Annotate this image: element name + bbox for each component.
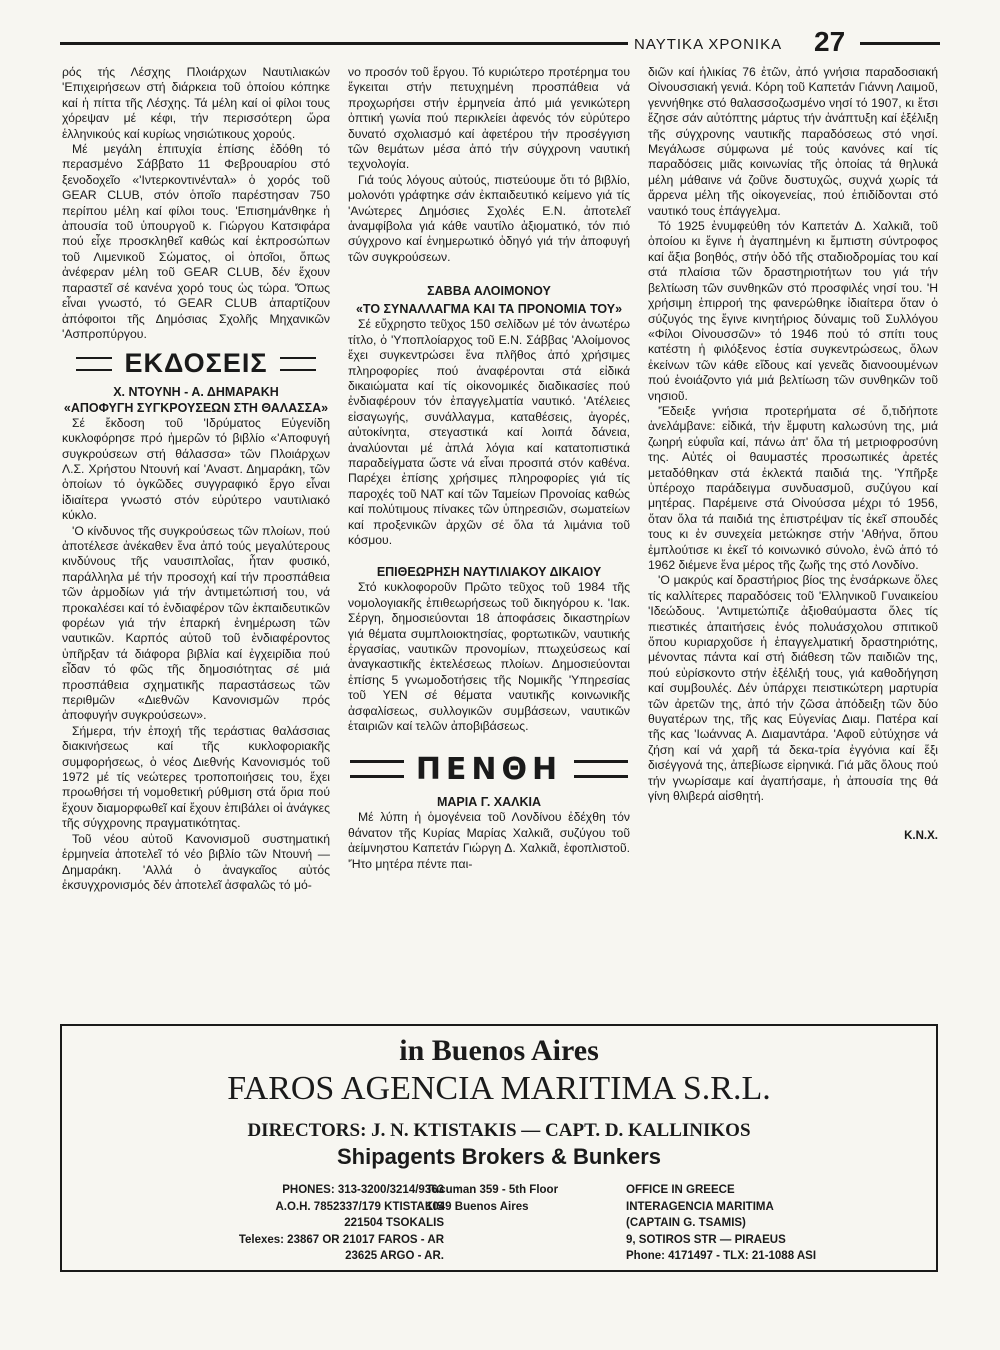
paragraph: Μέ λύπη ἡ ὁμογένεια τοῦ Λονδίνου ἐδέχθη τόν θάνατον τῆς Κυρίας Μαρίας Χαλκιᾶ, συζύγου τοῦ ἀείμνηστου Καπετάν Γιώργη Δ. Χαλκιᾶ, ἐφοπλιστοῦ. 'Ήτο μητέρα πέντε παι- bbox=[348, 810, 630, 871]
paragraph: Μέ μεγάλη ἐπιτυχία ἐπίσης ἐδόθη τό περασμένο Σάββατο 11 Φεβρουαρίου στό ξενοδοχεῖο «'Ιντερκοντινένταλ» ὁ χορός τοῦ GEAR CLUB, στόν ὁποῖο παρέστησαν 750 περίπου μέλη καί φίλοι τους. 'Επισημάνθηκε ἡ ἀπουσία τοῦ ὑπουργοῦ κ. Γιώργου Κατσιφάρα πού εἶχε προσκληθεῖ καθώς καί ἐκπροσώπων τοῦ Λιμενικοῦ Σώματος, οἱ ὁποῖοι, ὅπως ἀνέφεραν μέλη τοῦ GEAR CLUB, δέν ἔχουν παραστεῖ σέ κανένα χορό τους ὡς τώρα. 'Όπως εἶναι γνωστό, τό GEAR CLUB ἀπαρτίζουν ἀπόφοιτοι τῆς Δημόσιας Σχολῆς Μηχανικῶν 'Ασπροπύργου. bbox=[62, 142, 330, 341]
ad-address: Tucuman 359 - 5th Floor 1049 Buenos Aires bbox=[426, 1184, 559, 1213]
column-1 bbox=[62, 65, 330, 893]
ad-services: Shipagents Brokers & Bunkers bbox=[337, 1144, 661, 1169]
paragraph: διῶν καί ἡλικίας 76 ἐτῶν, ἀπό γνήσια παραδοσιακή Οἰνουσσιακή γενιά. Κόρη τοῦ Καπετάν Γιάννη Λαιμοῦ, γεννήθηκε στό θαλασσοζωσμένο νησί τό 1907, κι ἔτσι ἔζησε σάν αὐτόπτης μάρτυς τήν ἀνάπτυξη καί ἐξέλιξη τῆς σύγχρονης ναυτικῆς παραδόσεως στό νησί. Μεγάλωσε σύμφωνα μέ τούς κανόνες καί τίς παραδόσεις μιᾶς κοινωνίας τῆς ὁποίας τά θηλυκά μέλη μάθαινε νά ζοῦνε δυστυχῶς, συχνά χωρίς τά ἄρρενα μέλη τῆς οἰκογενείας, πού ἐπιδίδονται στό ναυτικό τους ἐπάγγελμα. bbox=[648, 65, 938, 218]
advertisement-box bbox=[60, 1024, 938, 1272]
page-header bbox=[60, 28, 940, 58]
paragraph: Τοῦ νέου αὐτοῦ Κανονισμοῦ συστηματική ἑρμηνεία ἀποτελεῖ τό νέο βιβλίο τῶν Ντουνή — Δημαράκη. 'Αλλά ὁ ἀναγκαῖος αὐτός ἐκσυγχρονισμός δέν ἀποτελεῖ ἀσφαλῶς τό μό- bbox=[62, 831, 330, 892]
magazine-title: ΝΑΥΤΙΚΑ ΧΡΟΝΙΚΑ bbox=[634, 36, 783, 53]
ad-contacts: PHONES: 313-3200/3214/9363 A.O.H. 7852337/179 KTISTAKIS 221504 TSOKALIS Telexes: 23867 OR 21017 FAROS - AR 23625 ARGO - AR. bbox=[238, 1184, 444, 1262]
article-authors: Χ. ΝΤΟΥΝΗ - Α. ΔΗΜΑΡΑΚΗ bbox=[113, 384, 279, 399]
ad-location: in Buenos Aires bbox=[399, 1034, 599, 1067]
article-author: ΣΑΒΒΑ ΑΛΟΙΜΟΝΟΥ bbox=[427, 284, 551, 299]
header-rule-left bbox=[60, 42, 628, 45]
paragraph: Στό κυκλοφοροῦν Πρῶτο τεῦχος τοῦ 1984 τῆς νομολογιακῆς ἐπιθεωρήσεως τοῦ δικηγόρου κ. 'Ιακ. Σέργη, δημοσιεύονται 18 ἀποφάσεις δικαστηρίων γιά θέματα συμπλοιοκτησίας, φορτωτικῶν, ναυτικής ἐργασίας, ναυτικῶν προνομίων, πτωχεύσεως καί ἀναγκαστικῆς ἐκτελέσεως πλοίων. Δημοσιεύονται ἐπίσης 5 γνωμοδοτήσεις τῆς Νομικῆς 'Υπηρεσίας τοῦ ΥΕΝ σέ θέματα ναυτικῆς κοινωνικῆς ἀσφαλίσεως, συλλογικῶν συμβάσεων, ναυτικῶν ἑταιριῶν καί τελῶν ἀποβιβάσεως. bbox=[348, 580, 630, 734]
article-title: ΕΠΙΘΕΩΡΗΣΗ ΝΑΥΤΙΛΙΑΚΟΥ ΔΙΚΑΙΟΥ bbox=[376, 565, 602, 580]
obituary-name: ΜΑΡΙΑ Γ. ΧΑΛΚΙΑ bbox=[436, 795, 542, 810]
column-3 bbox=[648, 65, 938, 844]
author-signature: Κ.Ν.Χ. bbox=[904, 829, 938, 842]
section-heading-penthi: ΠΕΝΘΗ bbox=[348, 760, 630, 778]
paragraph: Σέ ἔκδοση τοῦ 'Ιδρύματος Εὐγενίδη κυκλοφόρησε πρό ἡμερῶν τό βιβλίο «'Αποφυγή συγκρούσεων στή θάλασσα» τῶν Πλοιάρχων Λ.Σ. Χρήστου Ντουνή καί 'Αναστ. Δημαράκη, τῶν ὁποίων τό ὀγκῶδες συγγραφικό ἔργο εἶναι ἰδιαίτερα γνωστό στόν εὐρύτερο ναυτιλιακό κύκλο. bbox=[62, 415, 330, 523]
paragraph: Γιά τούς λόγους αὐτούς, πιστεύουμε ὅτι τό βιβλίο, μολονότι γράφτηκε σάν ἐκπαιδευτικό κείμενο γιά τίς 'Ανώτερες Δημόσιες Σχολές Ε.Ν. ἀποτελεῖ ἀναμφίβολα γιά κάθε ναυτίλο ἀξιοματικό, τόν πιό σύγχρονο καί ἐνημερωτικό ὁδηγό γιά τήν ἀποφυγή τῶν συγκρούσεων. bbox=[348, 172, 630, 264]
article-title: «ΑΠΟΦΥΓΗ ΣΥΓΚΡΟΥΣΕΩΝ ΣΤΗ ΘΑΛΑΣΣΑ» bbox=[63, 400, 329, 415]
decorative-rule bbox=[350, 760, 404, 778]
article-title: «ΤΟ ΣΥΝΑΛΛΑΓΜΑ ΚΑΙ ΤΑ ΠΡΟΝΟΜΙΑ ΤΟΥ» bbox=[355, 302, 623, 317]
paragraph: ρός τής Λέσχης Πλοιάρχων Ναυτιλιακών 'Επιχειρήσεων στή διάρκεια τοῦ ὁποίου κόπηκε καί ἡ πίττα τῆς Λέσχης. Τά μέλη καί οἱ φίλοι τους χόρεψαν μέ κέφι, τήν περισσότερη ὥρα ἑλληνικούς καί κυρίως νησιώτικους χορούς. bbox=[62, 65, 330, 141]
paragraph: 'Έδειξε γνήσια προτερήματα σέ ὅ,τιδήποτε ἀνελάμβανε: εἰδικά, τήν ἔμφυτη καλωσύνη της, μιά ζωηρή εὐφυΐα καί, πάνω ἀπ' ὅλα τή μετριοφροσύνη της. Αὐτές οἱ θαυμαστές προσωπικές ἀρετές μεταδόθηκαν στά ἐκλεκτά παιδιά της. 'Υπῆρξε ὑπέροχο παράδειγμα συνδυασμοῦ, συζύγου καί μητέρας. Παρέμεινε στά Οἰνούσσα μέχρι τό 1956, ὅταν ὅλα τά παιδιά της ἐπιστρέψαν τίς ἐκεῖ σπουδές τους κι ἐν συνεχεία μετώκησε στήν 'Αθήνα, ὅπου ἐμπλούτισε κι ἐκεῖ τό κοινωνικό σύνολο, ἐνῶ ἀπό τό 1962 διέμενε ἕνα μέρος τῆς ζωῆς της στό Λονδίνο. bbox=[648, 403, 938, 572]
paragraph: Τό 1925 ἐνυμφεύθη τόν Καπετάν Δ. Χαλκιᾶ, τοῦ ὁποίου κι ἔγινε ἡ ἀγαπημένη κι ἔμπιστη σύντροφος καί ἄξια βοηθός, στήν ὁδό τῆς σταδιοδρομίας του καί στά πλαίσια τῶν δραστηριοτήτων του γιά τήν βελτίωση τῶν συνθηκῶν στό προσφιλές νησί του. 'Η χρήσιμη ἐπιρροή της φανερώθηκε ἰδιαίτερα ὅταν ὁ σύζυγός της ἔγινε κινητήριος δύναμις τοῦ Συλλόγου «Φίλοι Οἰνουσσῶν» τό 1946 πού τό σπίτι τους κατέστη ἡ φιλόξενος ἑστία συγκεντρώσεως, ὅλων ἐκείνων τῶν κάθε εἴδους καί γενεᾶς διανοουμένων πού ἐνοιάζοντο γιά μιά βελτίωση τῶν συνθηκῶν τοῦ νησιοῦ. bbox=[648, 219, 938, 403]
paragraph: νο προσόν τοῦ ἔργου. Τό κυριώτερο προτέρημα του ἔγκειται στήν πετυχημένη προσπάθεια νά προχωρήσει στήν ἑρμηνεία ἀπό μιά γενικώτερη ὀπτική γωνία πού περικλείει ἀφενός τόν εὐρύτερο δυνατό σχολιασμό καί ἀφετέρου τήν προσέγγιση τῶν θεμάτων μέσα ἀπό τήν σύγχρονη ναυτική τεχνολογία. bbox=[348, 65, 630, 172]
ad-directors: DIRECTORS: J. N. KTISTAKIS — CAPT. D. KALLINIKOS bbox=[247, 1120, 751, 1141]
decorative-rule bbox=[574, 760, 628, 778]
paragraph: Σήμερα, τήν ἐποχή τῆς τεράστιας θαλάσσιας διακινήσεως καί τῆς κυκλοφοριακῆς συμφορήσεως, ὁ νέος Διεθνής Κανονισμός τοῦ 1972 μέ τίς νεώτερες τροποποιήσεις του, ἔχει προωθήσει τή νομοθετική ρύθμιση στά ὅρια πού ἔχουν διαμορφωθεῖ καί ἔχουν ἐπιβάλει οἱ ἀνάγκες τῆς σύγχρονης πραγματικότητας. bbox=[62, 723, 330, 831]
column-2 bbox=[348, 65, 630, 872]
header-rule-right bbox=[860, 42, 940, 45]
paragraph: Σέ εὔχρηστο τεῦχος 150 σελίδων μέ τόν ἀνωτέρω τίτλο, ὁ 'Υποπλοίαρχος τοῦ Ε.Ν. Σάββας 'Αλοίμονος ἔχει συγκεντρώσει ἕνα πλῆθος ἀπό χρήσιμες πληροφορίες πού ἀναφέρονται στά εἰδικά δικαιώματα καί τίς οἰκονομικές διαδικασίες πού ἐνδιαφέρουν τόν ἐπαγγελματία ναυτικό. 'Ατέλειες εἰσαγωγής, συνάλλαγμα, καταθέσεις, ἀγορές, αὐτοκίνητα, στεγαστικά καί λοιπά δάνεια, ἀναλύονται μέ ἁπλά λόγια καί κατατοπιστικά παραδείγματα ὥστε νά εἶναι προσιτά στόν καθένα. Παρέχει ἐπίσης χρήσιμες πληροφορίες γιά τίς παροχές τοῦ ΝΑΤ καί τῶν Ταμείων Προνοίας καθώς καί πολύτιμους πίνακες τῶν ὑπηρεσιῶν, σωματείων καί προξενικῶν ἀρχῶν σέ ὅλα τά λιμάνια τοῦ κόσμου. bbox=[348, 317, 630, 547]
paragraph: 'Ο κίνδυνος τῆς συγκρούσεως τῶν πλοίων, πού ἀποτέλεσε ἀνέκαθεν ἕνα ἀπό τούς μεγαλύτερους κινδύνους τῆς ναυσιπλοΐας, ἦταν φυσικό, παράλληλα μέ τήν προσοχή καί τήν προσπάθεια τῶν ἁρμοδίων γιά τήν ἀντιμετώπισή του, νά προκαλέσει καί τό ἐνδιαφέρον τῶν ἐκπαιδευτικῶν φορέων γιά τήν ἐπαρκή ἐνημέρωση τῶν ναυτικῶν. Καρπός αὐτοῦ τοῦ ἐνδιαφέροντος ὑπῆρξαν τά διάφορα βιβλία καί ἐγχειρίδια πού εἶδαν τό φῶς τῆς δημοσιότητας σέ μιά προσπάθεια σχηματικῆς παραστάσεως τῶν περιθμῶν «Διεθνῶν Κανονισμῶν πρός ἀποφυγήν συγκρούσεων». bbox=[62, 523, 330, 723]
decorative-rule bbox=[76, 357, 112, 371]
section-heading-ekdoseis: ΕΚΔΟΣΕΙΣ bbox=[62, 356, 330, 371]
ad-greece-office: OFFICE IN GREECE INTERAGENCIA MARITIMA (CAPTAIN G. TSAMIS) 9, SOTIROS STR — PIRAEUS Phone: 4171497 - TLX: 21-1088 ASI bbox=[626, 1184, 817, 1262]
page-number: 27 bbox=[814, 26, 846, 57]
paragraph: 'Ο μακρύς καί δραστήριος βίος της ἐνσάρκωνε ὅλες τίς καλλίτερες παραδόσεις τοῦ 'Ελληνικοῦ Γυναικείου 'Ιδεώδους. 'Αντιμετώπιζε ἀξιοθαύμαστα ὅλες τίς πιεστικές ἀπαιτήσεις ἑνός πολυάσχολου σπιτικοῦ ὅπου κυριαρχοῦσε ἡ ἐπαγγελματική δραστηριότης, μένοντας πάντα καί στή διάθεση τῶν παιδιῶν της, πού εὑρίσκοντο στήν ἐξέλιξή τους, γιά καθοδήγηση καί συμβουλές. Δέν ὑπάρχει πειστικώτερη μαρτυρία τῶν ἀρετῶν της, ἀπό τήν ζῶσα ἀπόδειξη τῶν δύο θυγατέρων της, τῆς κας Εὐγενίας Διαμ. Πατέρα καί τῆς κας 'Ιωάννας Α. Διαμαντάρα. 'Αφοῦ εὐτύχησε νά ζήση καί νά χαρῆ τά δεκα-τρία ἐγγόνια καί ἕξι δισέγγονά της, ἀπεβίωσε εἰρηνικά. Γιά μᾶς ὅλους πού τήν γνωρίσαμε καί ἀγαπήσαμε, ἡ ἀπουσία της θά γίνη θλιβερά αἰσθητή. bbox=[648, 573, 938, 804]
ad-company-name: FAROS AGENCIA MARITIMA S.R.L. bbox=[227, 1070, 771, 1107]
decorative-rule bbox=[280, 357, 316, 371]
